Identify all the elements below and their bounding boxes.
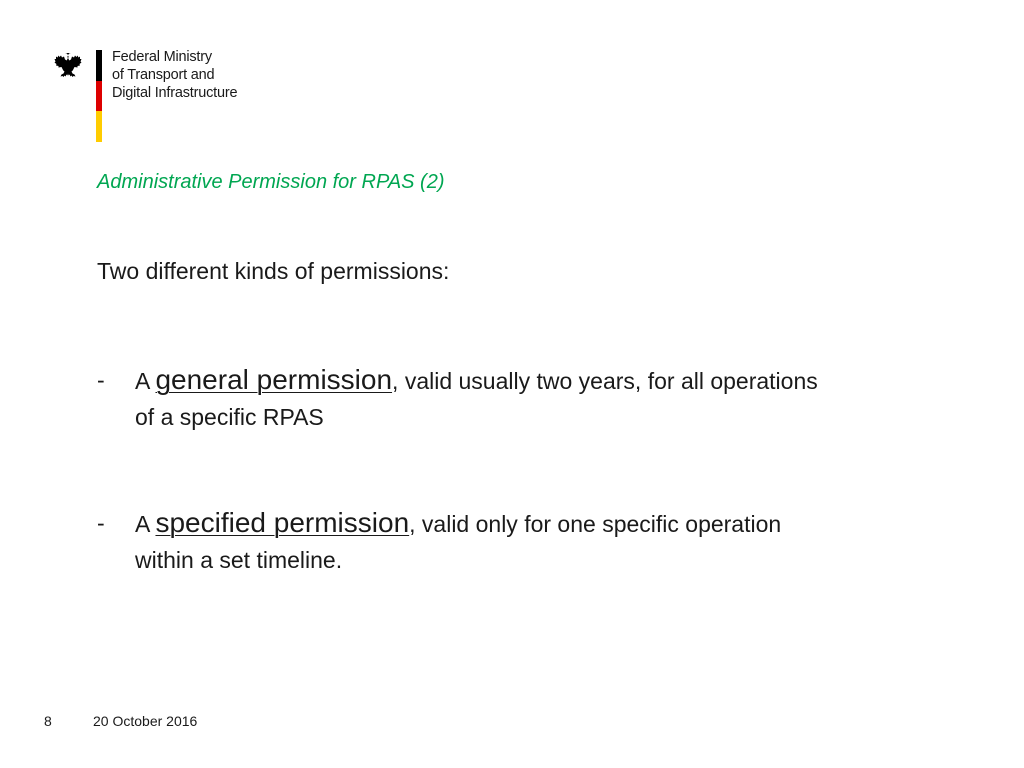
ministry-name: [112, 48, 237, 102]
flag-stripe-red: [96, 81, 102, 112]
page-number: 8: [44, 713, 52, 729]
slide-title: Administrative Permission for RPAS (2): [97, 171, 445, 193]
bullet-rest: , valid usually two years, for all operations: [392, 368, 818, 394]
ministry-logo: [54, 48, 274, 144]
bullet-rest: , valid only for one specific operation: [409, 511, 782, 537]
federal-eagle-icon: [54, 50, 88, 88]
intro-text: Two different kinds of permissions:: [97, 258, 450, 284]
bullet-lead: A: [135, 511, 156, 537]
flag-stripe-gold: [96, 111, 102, 142]
bullet-rest-continued: within a set timeline.: [135, 547, 343, 573]
bullet-term: general permission: [155, 364, 393, 395]
ministry-line: Digital Infrastructure: [112, 85, 238, 101]
bullet-lead: A: [135, 368, 156, 394]
bullet-text: [135, 362, 925, 435]
bullet-marker: -: [97, 367, 105, 393]
bullet-text: [135, 505, 925, 578]
bullet-marker: -: [97, 510, 105, 536]
bullet-rest-continued: of a specific RPAS: [135, 404, 324, 430]
footer-date: 20 October 2016: [93, 713, 198, 729]
ministry-line: Federal Ministry: [112, 49, 212, 65]
bullet-term: specified permission: [155, 507, 410, 538]
ministry-line: of Transport and: [112, 67, 215, 83]
flag-stripe-black: [96, 50, 102, 81]
flag-bar: [96, 50, 102, 142]
